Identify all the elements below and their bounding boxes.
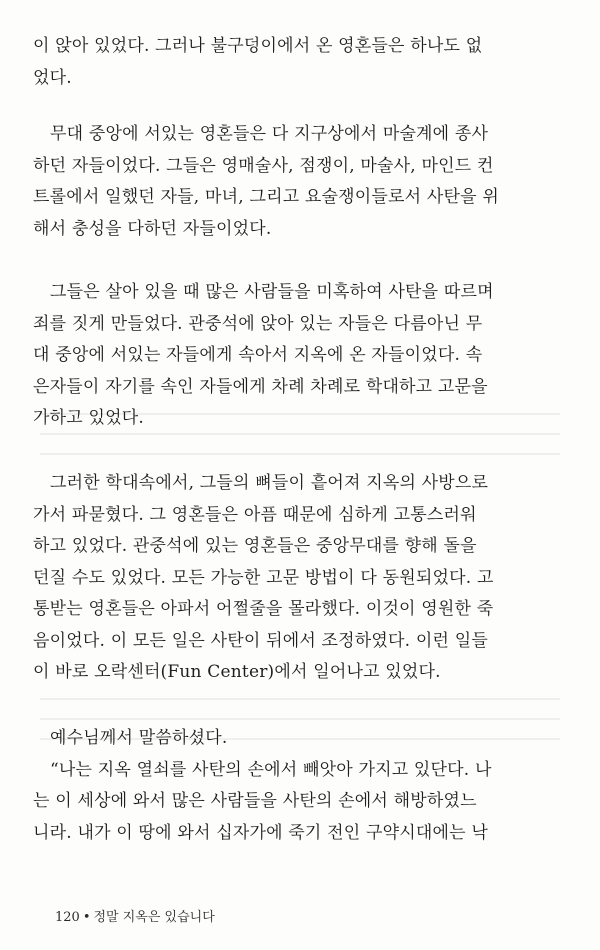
text-line: 이 앉아 있었다. 그러나 불구덩이에서 온 영혼들은 하나도 없 [33, 36, 483, 56]
paragraph-5 [33, 723, 563, 849]
book-title: 정말 지옥은 있습니다 [93, 910, 215, 925]
text-line: 해서 충성을 다하던 자들이었다. [33, 218, 272, 239]
text-line: 통받는 영혼들은 아파서 어쩔줄을 몰라했다. 이것이 영원한 죽 [33, 599, 494, 619]
text-line: 은자들이 자기를 속인 자들에게 차례 차례로 학대하고 고문을 [33, 376, 488, 397]
paragraph-1 [33, 31, 563, 94]
text-line: 니라. 내가 이 땅에 와서 십자가에 죽기 전인 구약시대에는 낙 [33, 822, 488, 843]
footer-separator: • [82, 910, 91, 925]
text-line: “나는 지옥 열쇠를 사탄의 손에서 빼앗아 가지고 있단다. 나 [50, 759, 492, 780]
paragraph-2 [33, 119, 563, 245]
text-line: 이 바로 오락센터(Fun Center)에서 일어나고 있었다. [33, 662, 441, 682]
text-line: 하고 있었다. 관중석에 있는 영혼들은 중앙무대를 향해 돌을 [33, 536, 477, 556]
text-line: 무대 중앙에 서있는 영혼들은 다 지구상에서 마술계에 종사 [50, 124, 489, 144]
text-line: 트롤에서 일했던 자들, 마녀, 그리고 요술쟁이들로서 사탄을 위 [33, 187, 499, 207]
paragraph-3 [33, 277, 563, 435]
text-line: 음이었다. 이 모든 일은 사탄이 뒤에서 조정하였다. 이런 일들 [33, 630, 488, 651]
text-line: 그들은 살아 있을 때 많은 사람들을 미혹하여 사탄을 따르며 [50, 282, 494, 302]
text-line: 는 이 세상에 와서 많은 사람들을 사탄의 손에서 해방하였느 [33, 791, 477, 811]
text-line: 하던 자들이었다. 그들은 영매술사, 점쟁이, 마술사, 마인드 컨 [33, 155, 494, 176]
page-footer [55, 906, 215, 925]
text-line: 던질 수도 있었다. 모든 가능한 고문 방법이 다 동원되었다. 고 [33, 567, 494, 588]
text-line: 었다. [33, 67, 72, 88]
text-line: 대 중앙에 서있는 자들에게 속아서 지옥에 온 자들이었다. 속 [33, 345, 483, 365]
text-line: 가하고 있었다. [33, 408, 144, 428]
page-number: 120 [55, 910, 80, 925]
text-line: 죄를 짓게 만들었다. 관중석에 앉아 있는 자들은 다름아닌 무 [33, 313, 483, 334]
text-line: 가서 파묻혔다. 그 영혼들은 아픔 때문에 심하게 고통스러워 [33, 504, 477, 525]
text-line: 예수님께서 말씀하셨다. [50, 728, 228, 748]
paragraph-4 [33, 468, 563, 689]
text-line: 그러한 학대속에서, 그들의 뼈들이 흩어져 지옥의 사방으로 [50, 473, 489, 493]
